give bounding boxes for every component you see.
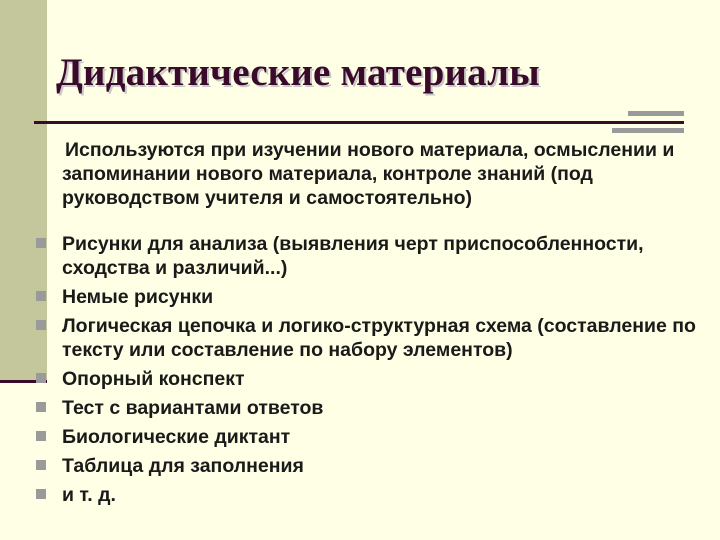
list-item xyxy=(0,232,720,280)
list-item xyxy=(0,314,720,362)
slide-title: Дидактические материалы xyxy=(56,51,540,94)
list-item-text: и т. д. xyxy=(62,484,116,506)
list-item xyxy=(0,483,720,507)
square-bullet-icon xyxy=(36,431,46,441)
list-item xyxy=(0,425,720,449)
list-item xyxy=(0,454,720,478)
square-bullet-icon xyxy=(36,489,46,499)
square-bullet-icon xyxy=(36,238,46,248)
intro-text: Используются при изучении нового материала, осмыслении и запоминании нового материала, контроле знаний (под руководством учителя и самостоятельно) xyxy=(62,139,675,209)
list-item-text: Биологические диктант xyxy=(62,426,291,448)
list-item-text: Немые рисунки xyxy=(62,286,214,308)
list-item-text: Рисунки для анализа (выявления черт приспособленности, сходства и различий...) xyxy=(62,233,644,279)
square-bullet-icon xyxy=(36,460,46,470)
list-item xyxy=(0,367,720,391)
list-item-text: Логическая цепочка и логико-структурная схема (составление по тексту или составление по набору элементов) xyxy=(62,315,696,361)
bullet-list xyxy=(0,232,720,512)
list-item-text: Опорный конспект xyxy=(62,368,245,390)
list-item xyxy=(0,285,720,309)
decorative-gray-bar-top xyxy=(628,111,684,116)
list-item-text: Тест с вариантами ответов xyxy=(62,397,324,419)
decorative-gray-bar-bottom xyxy=(612,128,684,133)
square-bullet-icon xyxy=(36,373,46,383)
list-item xyxy=(0,396,720,420)
square-bullet-icon xyxy=(36,291,46,301)
title-divider-line xyxy=(34,121,684,124)
list-item-text: Таблица для заполнения xyxy=(62,455,304,477)
square-bullet-icon xyxy=(36,402,46,412)
square-bullet-icon xyxy=(36,320,46,330)
